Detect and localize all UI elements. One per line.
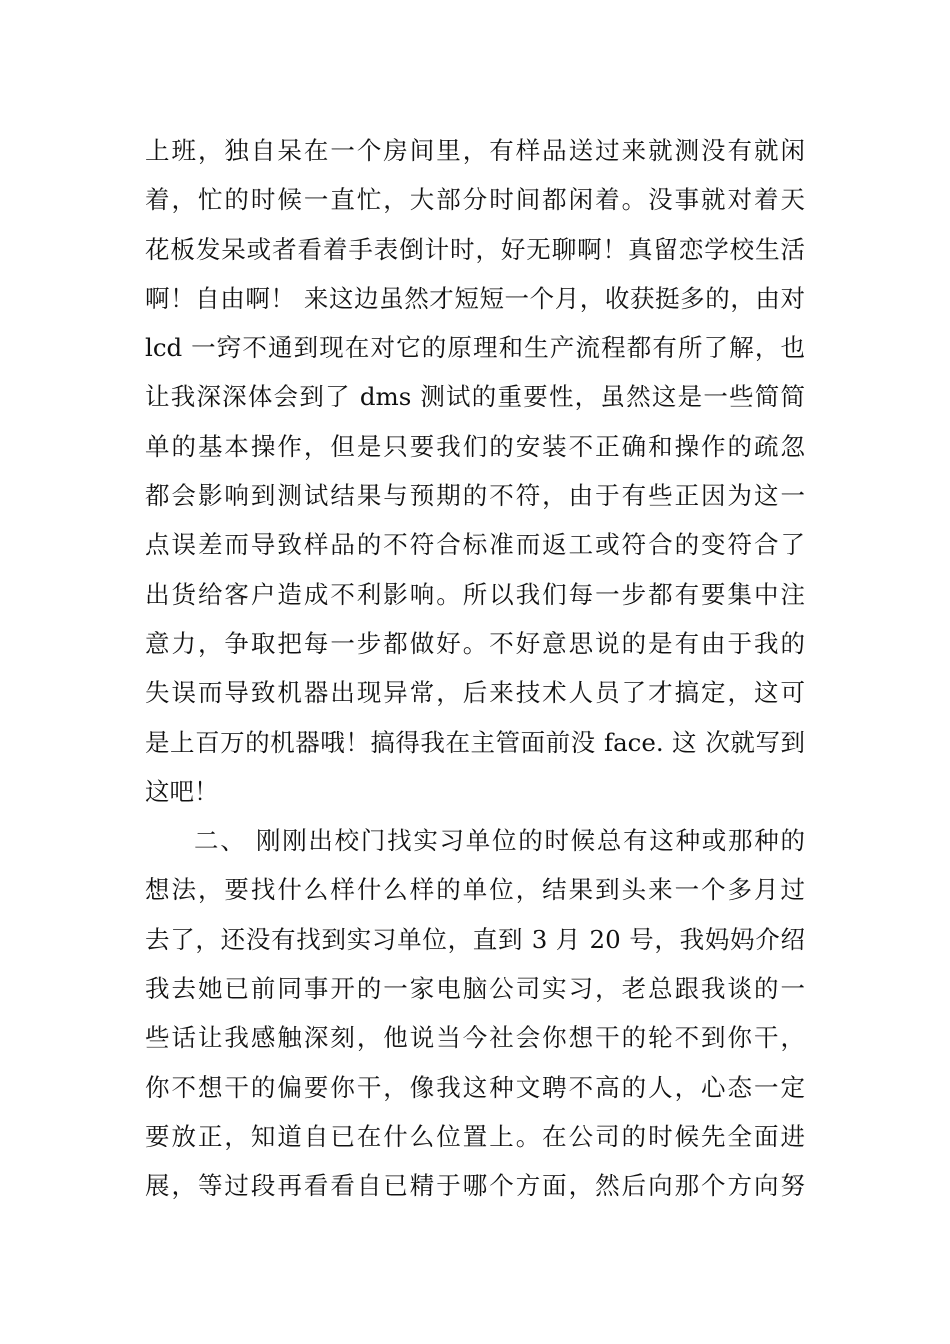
paragraph-line: 点误差而导致样品的不符合标准而返工或符合的变符合了 [145, 530, 805, 560]
paragraph-line: 想法，要找什么样什么样的单位，结果到头来一个多月过 [145, 875, 805, 905]
paragraph-2 [145, 816, 805, 1210]
paragraph-line: 着，忙的时候一直忙，大部分时间都闲着。没事就对着天 [145, 185, 805, 215]
paragraph-line: 失误而导致机器出现异常，后来技术人员了才搞定，这可 [145, 678, 805, 708]
paragraph-line: 要放正，知道自已在什么位置上。在公司的时候先全面进 [145, 1121, 805, 1151]
paragraph-1 [145, 126, 805, 816]
paragraph-line: 花板发呆或者看着手表倒计时，好无聊啊！真留恋学校生活 [145, 234, 805, 264]
paragraph-line: 展，等过段再看看自已精于哪个方面，然后向那个方向努 [145, 1171, 805, 1201]
paragraph-line: 单的基本操作，但是只要我们的安装不正确和操作的疏忽 [145, 431, 805, 461]
paragraph-line: 些话让我感触深刻，他说当今社会你想干的轮不到你干， [145, 1023, 805, 1053]
paragraph-line: 上班，独自呆在一个房间里，有样品送过来就测没有就闲 [145, 136, 805, 165]
paragraph-line: 我去她已前同事开的一家电脑公司实习，老总跟我谈的一 [145, 974, 805, 1004]
body-text [145, 126, 805, 1211]
paragraph-line: 都会影响到测试结果与预期的不符，由于有些正因为这一 [145, 481, 805, 511]
paragraph-line: 意力，争取把每一步都做好。不好意思说的是有由于我的 [145, 628, 805, 658]
paragraph-line: 啊！自由啊！ 来这边虽然才短短一个月，收获挺多的，由对 [145, 283, 805, 313]
paragraph-line: 是上百万的机器哦！搞得我在主管面前没 face. 这 次就写到 [145, 727, 805, 757]
paragraph-line: 让我深深体会到了 dms 测试的重要性，虽然这是一些简简 [145, 382, 805, 412]
paragraph-line: 去了，还没有找到实习单位，直到 3 月 20 号，我妈妈介绍 [145, 924, 805, 954]
paragraph-line: 你不想干的偏要你干，像我这种文聘不高的人，心态一定 [145, 1072, 805, 1102]
paragraph-line: 这吧！ [145, 776, 219, 806]
paragraph-line: 出货给客户造成不利影响。所以我们每一步都有要集中注 [145, 579, 805, 609]
paragraph-line: 二、 刚刚出校门找实习单位的时候总有这种或那种的 [194, 826, 805, 856]
paragraph-line: lcd 一窍不通到现在对它的原理和生产流程都有所了解，也 [145, 333, 805, 363]
